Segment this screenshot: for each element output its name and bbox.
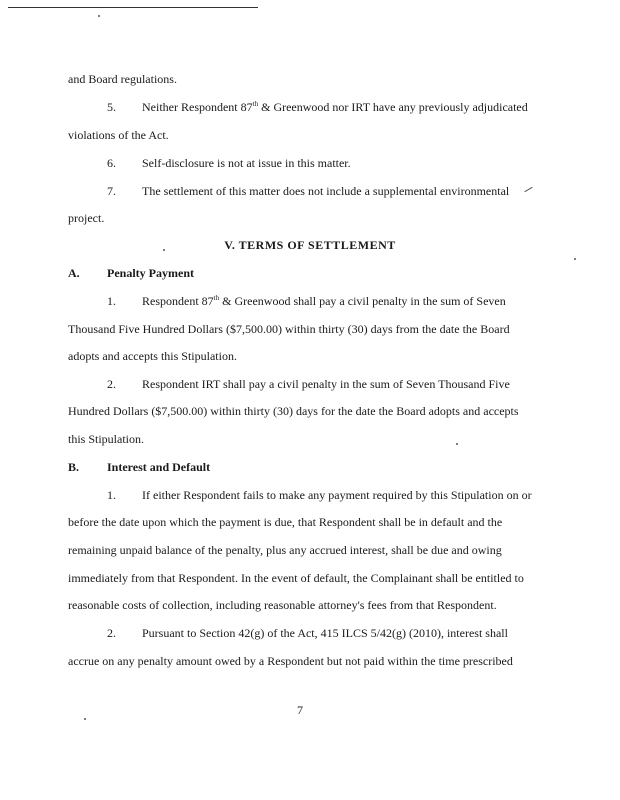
b1-number: 1. <box>107 488 116 502</box>
a1-line-2: Thousand Five Hundred Dollars ($7,500.00) within thirty (30) days from the date the Board <box>68 322 510 336</box>
item-7-line-2: project. <box>68 211 105 225</box>
b1-line-3: remaining unpaid balance of the penalty, plus any accrued interest, shall be due and owing <box>68 543 502 557</box>
page-number: 7 <box>297 703 303 717</box>
item-5-number: 5. <box>107 100 116 114</box>
item-7-text: The settlement of this matter does not include a supplemental environmental <box>142 184 510 198</box>
subsection-a-title: Penalty Payment <box>107 266 194 280</box>
subsection-b-letter: B. <box>68 460 80 474</box>
b1-line-4: immediately from that Respondent. In the event of default, the Complainant shall be entitled to <box>68 571 524 585</box>
item-5-line-2: violations of the Act. <box>68 128 169 142</box>
subsection-a-letter: A. <box>68 266 80 280</box>
b1-line-2: before the date upon which the payment is due, that Respondent shall be in default and the <box>68 515 503 529</box>
b2-line-2: accrue on any penalty amount owed by a Respondent but not paid within the time prescribed <box>68 654 513 668</box>
scan-speck <box>163 249 165 251</box>
scan-speck <box>84 718 86 720</box>
a2-line-2: Hundred Dollars ($7,500.00) within thirty (30) days for the date the Board adopts and accepts <box>68 404 519 418</box>
a2-number: 2. <box>107 377 116 391</box>
item-5-text: Neither Respondent 87th & Greenwood nor IRT have any previously adjudicated <box>142 100 528 114</box>
top-rule <box>8 7 258 8</box>
margin-mark <box>524 187 532 192</box>
a1-text: Respondent 87th & Greenwood shall pay a civil penalty in the sum of Seven <box>142 294 506 308</box>
b1-line-5: reasonable costs of collection, including reasonable attorney's fees from that Respondent. <box>68 598 497 612</box>
section-heading: V. TERMS OF SETTLEMENT <box>224 238 396 252</box>
a1-number: 1. <box>107 294 116 308</box>
scan-speck <box>456 443 458 445</box>
a2-text: Respondent IRT shall pay a civil penalty in the sum of Seven Thousand Five <box>142 377 510 391</box>
item-6-number: 6. <box>107 156 116 170</box>
b2-number: 2. <box>107 626 116 640</box>
item-7-number: 7. <box>107 184 116 198</box>
a1-line-3: adopts and accepts this Stipulation. <box>68 349 237 363</box>
a2-line-3: this Stipulation. <box>68 432 145 446</box>
scan-speck <box>98 15 100 17</box>
scan-speck <box>574 258 576 260</box>
subsection-b-title: Interest and Default <box>107 460 211 474</box>
b2-text: Pursuant to Section 42(g) of the Act, 415 ILCS 5/42(g) (2010), interest shall <box>142 626 508 640</box>
b1-text: If either Respondent fails to make any payment required by this Stipulation on or <box>142 488 532 502</box>
item-6-text: Self-disclosure is not at issue in this matter. <box>142 156 351 170</box>
continuation-line: and Board regulations. <box>68 72 177 86</box>
